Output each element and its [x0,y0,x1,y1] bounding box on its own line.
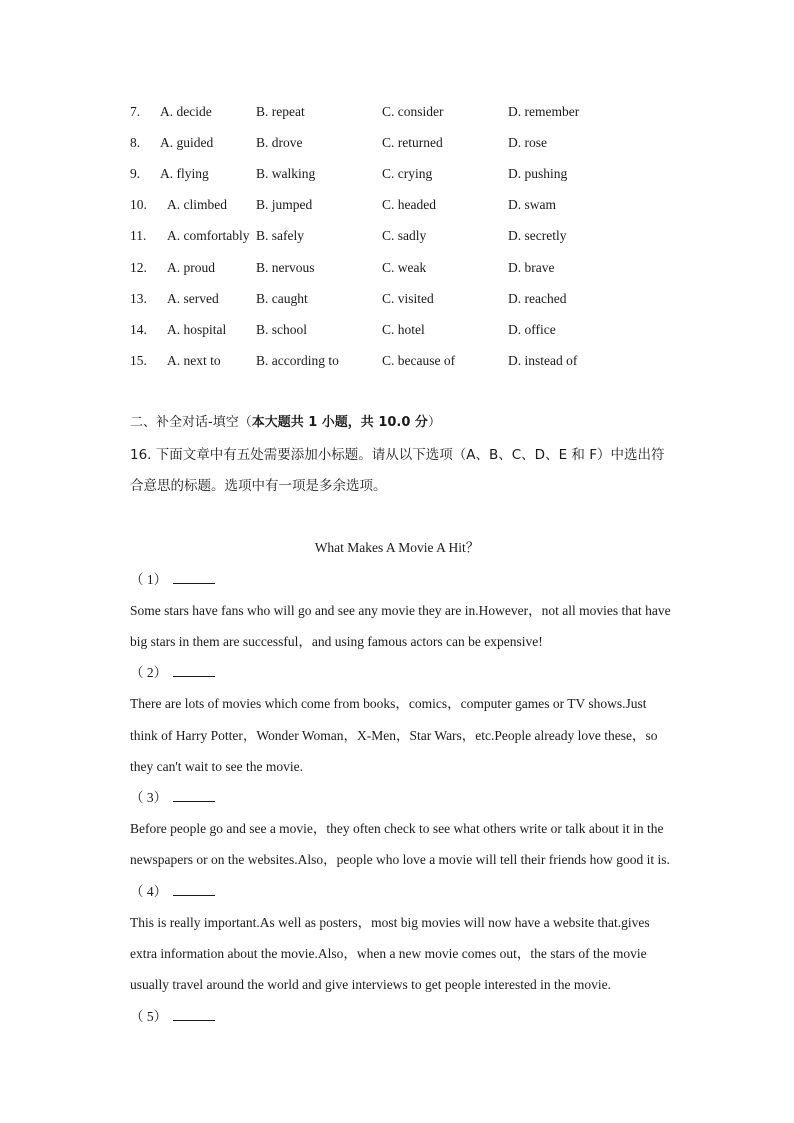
heading-blank-2 [130,663,215,683]
section-heading-prefix: 二、补全对话-填空（ [130,415,252,430]
blank-label: （ 4） [130,884,168,899]
option-d: D. swam [508,197,556,212]
paragraph-line: newspapers or on the websites.Also，people who love a movie will tell their friends how good it is. [130,852,670,867]
question-number: 8. [130,135,141,150]
option-c: C. because of [382,353,456,368]
section-heading-bold: 本大题共 1 小题，共 10.0 分 [251,415,428,430]
question-row [0,226,794,246]
heading-blank-3 [130,788,215,808]
option-b: B. according to [256,353,339,368]
question-row [0,351,794,371]
paragraph-line: big stars in them are successful，and using famous actors can be expensive! [130,634,543,649]
option-b: B. walking [256,166,316,181]
question-row [0,289,794,309]
option-b: B. nervous [256,260,315,275]
option-b: B. school [256,322,308,337]
option-c: C. headed [382,197,436,212]
question-number: 9. [130,166,141,181]
option-c: C. crying [382,166,433,181]
question-row [0,133,794,153]
question-row [0,195,794,215]
option-c: C. hotel [382,322,425,337]
option-d: D. reached [508,291,567,306]
heading-blank-4 [130,882,215,902]
paragraph-line: think of Harry Potter，Wonder Woman，X-Men，Star Wars，etc.People already love these，so [130,728,658,743]
section-heading [130,413,441,433]
blank-line[interactable] [173,664,215,677]
paragraph-line: they can't wait to see the movie. [130,759,304,774]
option-d: D. office [508,322,556,337]
paragraph-line: This is really important.As well as posters，most big movies will now have a website that.gives [130,915,650,930]
question16-instruction-line2: 合意思的标题。选项中有一项是多余选项。 [130,478,387,494]
option-d: D. remember [508,104,580,119]
option-a: A. hospital [167,322,227,337]
blank-label: （ 5） [130,1009,168,1024]
heading-blank-5 [130,1007,215,1027]
paragraph-line: Before people go and see a movie，they often check to see what others write or talk about it in the [130,821,664,836]
option-d: D. instead of [508,353,578,368]
blank-line[interactable] [173,883,215,896]
section-heading-suffix: ） [427,415,441,430]
option-c: C. sadly [382,228,427,243]
question-row [0,258,794,278]
option-a: A. served [167,291,219,306]
option-b: B. safely [256,228,304,243]
question-number: 13. [130,291,147,306]
option-a: A. proud [167,260,215,275]
option-a: A. flying [160,166,209,181]
option-a: A. comfortably [167,228,250,243]
option-d: D. pushing [508,166,568,181]
question-number: 12. [130,260,147,275]
question-row [0,164,794,184]
heading-blank-1 [130,570,215,590]
option-d: D. rose [508,135,547,150]
option-c: C. visited [382,291,434,306]
option-a: A. guided [160,135,214,150]
question-number: 14. [130,322,147,337]
question16-instruction-line1: 16. 下面文章中有五处需要添加小标题。请从以下选项（A、B、C、D、E 和 F）中选出符 [130,447,665,463]
blank-label: （ 2） [130,665,168,680]
question-number: 10. [130,197,147,212]
option-b: B. jumped [256,197,313,212]
question-row [0,320,794,340]
option-a: A. decide [160,104,212,119]
question-number: 7. [130,104,141,119]
blank-label: （ 3） [130,790,168,805]
paragraph-line: Some stars have fans who will go and see any movie they are in.However，not all movies that have [130,603,671,618]
blank-line[interactable] [173,789,215,802]
option-c: C. consider [382,104,444,119]
question-number: 15. [130,353,147,368]
option-c: C. returned [382,135,443,150]
option-b: B. drove [256,135,303,150]
option-c: C. weak [382,260,427,275]
option-d: D. brave [508,260,555,275]
blank-line[interactable] [173,1008,215,1021]
article-title: What Makes A Movie A Hit？ [314,540,480,555]
paragraph-line: extra information about the movie.Also，when a new movie comes out，the stars of the movie [130,946,647,961]
option-b: B. repeat [256,104,305,119]
question-number: 11. [130,228,147,243]
blank-line[interactable] [173,571,215,584]
option-b: B. caught [256,291,308,306]
paragraph-line: usually travel around the world and give interviews to get people interested in the movie. [130,977,611,992]
blank-label: （ 1） [130,572,168,587]
option-a: A. next to [167,353,221,368]
option-d: D. secretly [508,228,567,243]
paragraph-line: There are lots of movies which come from books，comics，computer games or TV shows.Just [130,696,647,711]
option-a: A. climbed [167,197,227,212]
question-row [0,102,794,122]
